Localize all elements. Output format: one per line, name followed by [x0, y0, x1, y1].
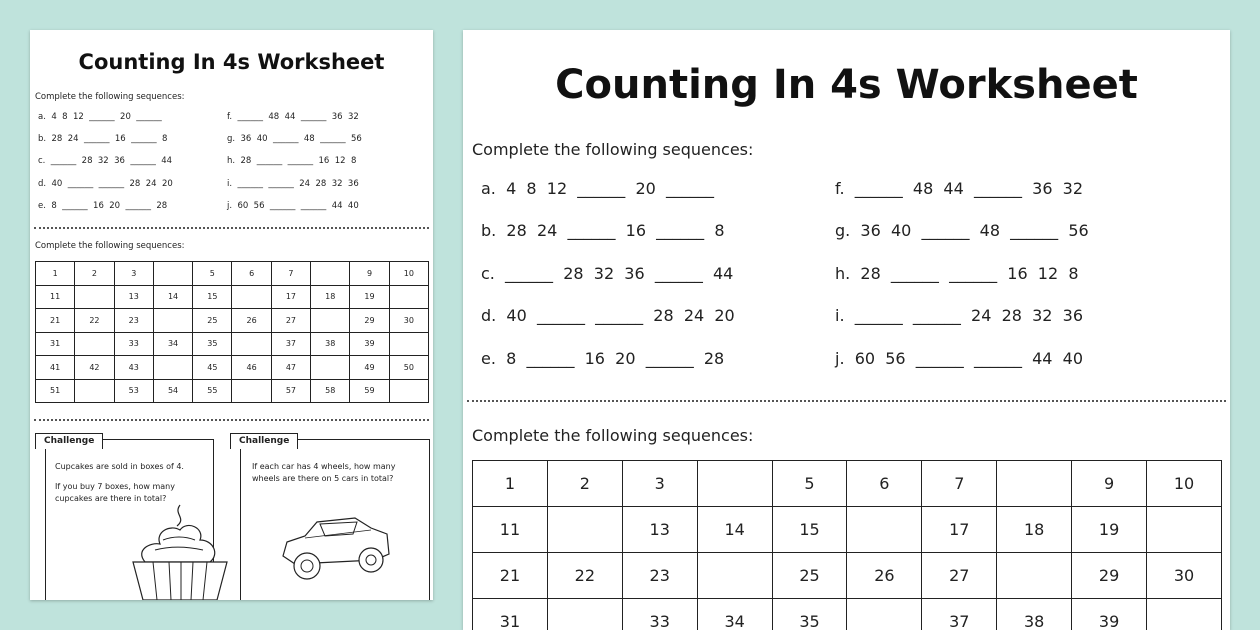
dotted-divider — [34, 227, 429, 229]
sequence-d: d. 40 ______ ______ 28 24 20 — [481, 306, 735, 325]
grid-row — [473, 461, 1222, 507]
grid-cell — [232, 285, 271, 309]
grid-row — [36, 379, 429, 403]
grid-cell: 53 — [114, 379, 153, 403]
worksheet-enlarged — [463, 30, 1230, 630]
sequence-e: e. 8 ______ 16 20 ______ 28 — [38, 201, 168, 211]
grid-cell: 45 — [193, 356, 232, 380]
grid-cell: 38 — [997, 599, 1072, 630]
grid-cell: 2 — [547, 461, 622, 507]
grid-cell — [232, 379, 271, 403]
sequence-d: d. 40 ______ ______ 28 24 20 — [38, 179, 173, 189]
grid-cell: 17 — [922, 507, 997, 553]
grid-cell: 25 — [193, 309, 232, 333]
page-title: Counting In 4s Worksheet — [555, 62, 1138, 108]
grid-cell: 31 — [473, 599, 548, 630]
grid-cell — [311, 262, 350, 286]
grid-cell: 23 — [114, 309, 153, 333]
grid-cell: 6 — [232, 262, 271, 286]
grid-cell — [75, 332, 114, 356]
grid-row — [36, 356, 429, 380]
grid-cell — [232, 332, 271, 356]
grid-cell: 35 — [193, 332, 232, 356]
grid-cell: 47 — [271, 356, 310, 380]
grid-cell: 2 — [75, 262, 114, 286]
dotted-divider — [467, 400, 1226, 402]
sequence-g: g. 36 40 ______ 48 ______ 56 — [835, 221, 1089, 240]
grid-cell: 27 — [922, 553, 997, 599]
grid-cell: 9 — [1072, 461, 1147, 507]
grid-cell: 9 — [350, 262, 389, 286]
grid-cell: 18 — [311, 285, 350, 309]
grid-cell — [997, 461, 1072, 507]
sequence-c: c. ______ 28 32 36 ______ 44 — [38, 156, 173, 166]
sequence-h: h. 28 ______ ______ 16 12 8 — [835, 264, 1079, 283]
grid-cell: 10 — [1147, 461, 1222, 507]
sequence-f: f. ______ 48 44 ______ 36 32 — [227, 112, 359, 122]
grid-cell — [153, 356, 192, 380]
grid-cell: 35 — [772, 599, 847, 630]
sequence-h: h. 28 ______ ______ 16 12 8 — [227, 156, 357, 166]
grid-cell: 37 — [271, 332, 310, 356]
sequence-i: i. ______ ______ 24 28 32 36 — [835, 306, 1083, 325]
grid-cell: 33 — [622, 599, 697, 630]
grid-cell: 19 — [1072, 507, 1147, 553]
grid-cell: 13 — [622, 507, 697, 553]
grid-cell: 3 — [622, 461, 697, 507]
sequence-a: a. 4 8 12 ______ 20 ______ — [481, 179, 714, 198]
grid-cell — [311, 356, 350, 380]
grid-cell — [847, 599, 922, 630]
worksheet-thumbnail — [30, 30, 433, 600]
grid-cell: 3 — [114, 262, 153, 286]
grid-row — [473, 553, 1222, 599]
grid-cell: 27 — [271, 309, 310, 333]
grid-cell: 18 — [997, 507, 1072, 553]
number-grid — [35, 261, 429, 403]
grid-cell: 25 — [772, 553, 847, 599]
grid-cell: 50 — [389, 356, 428, 380]
sequence-c: c. ______ 28 32 36 ______ 44 — [481, 264, 734, 283]
grid-cell: 23 — [622, 553, 697, 599]
instruction-text: Complete the following sequences: — [35, 241, 185, 251]
challenge-heading: Challenge — [35, 433, 103, 449]
grid-cell: 54 — [153, 379, 192, 403]
grid-cell — [1147, 507, 1222, 553]
cupcake-icon — [125, 500, 235, 600]
grid-cell: 14 — [153, 285, 192, 309]
grid-cell — [75, 379, 114, 403]
grid-cell: 21 — [36, 309, 75, 333]
grid-cell: 26 — [847, 553, 922, 599]
grid-cell: 1 — [473, 461, 548, 507]
challenge-text: Cupcakes are sold in boxes of 4. — [55, 462, 184, 471]
grid-cell: 22 — [75, 309, 114, 333]
grid-cell: 7 — [922, 461, 997, 507]
instruction-text: Complete the following sequences: — [472, 426, 754, 445]
sequence-f: f. ______ 48 44 ______ 36 32 — [835, 179, 1084, 198]
grid-cell — [153, 309, 192, 333]
grid-cell: 19 — [350, 285, 389, 309]
grid-cell: 43 — [114, 356, 153, 380]
sequence-b: b. 28 24 ______ 16 ______ 8 — [38, 134, 168, 144]
instruction-text: Complete the following sequences: — [35, 92, 185, 102]
grid-cell: 42 — [75, 356, 114, 380]
grid-cell: 33 — [114, 332, 153, 356]
sequence-j: j. 60 56 ______ ______ 44 40 — [227, 201, 359, 211]
page-title: Counting In 4s Worksheet — [78, 50, 385, 74]
grid-cell: 15 — [193, 285, 232, 309]
grid-cell: 38 — [311, 332, 350, 356]
grid-cell: 57 — [271, 379, 310, 403]
grid-cell: 39 — [1072, 599, 1147, 630]
grid-cell: 41 — [36, 356, 75, 380]
grid-cell: 5 — [772, 461, 847, 507]
sequence-j: j. 60 56 ______ ______ 44 40 — [835, 349, 1083, 368]
grid-cell — [847, 507, 922, 553]
grid-cell: 21 — [473, 553, 548, 599]
grid-cell: 29 — [1072, 553, 1147, 599]
grid-cell — [389, 379, 428, 403]
sequence-b: b. 28 24 ______ 16 ______ 8 — [481, 221, 725, 240]
challenge-text: If you buy 7 boxes, how many cupcakes are there in total? — [55, 482, 175, 503]
grid-row — [473, 599, 1222, 630]
grid-cell — [153, 262, 192, 286]
grid-cell — [697, 553, 772, 599]
grid-cell: 46 — [232, 356, 271, 380]
grid-cell: 31 — [36, 332, 75, 356]
challenge-text: If each car has 4 wheels, how many wheels are there on 5 cars in total? — [252, 462, 396, 483]
challenge-heading: Challenge — [230, 433, 298, 449]
grid-cell: 34 — [697, 599, 772, 630]
grid-cell — [75, 285, 114, 309]
grid-cell — [1147, 599, 1222, 630]
grid-cell: 51 — [36, 379, 75, 403]
grid-cell: 1 — [36, 262, 75, 286]
grid-cell: 30 — [389, 309, 428, 333]
grid-cell: 29 — [350, 309, 389, 333]
grid-cell: 10 — [389, 262, 428, 286]
grid-cell: 39 — [350, 332, 389, 356]
grid-cell — [547, 599, 622, 630]
grid-cell: 59 — [350, 379, 389, 403]
grid-cell: 30 — [1147, 553, 1222, 599]
grid-cell: 34 — [153, 332, 192, 356]
grid-cell: 7 — [271, 262, 310, 286]
grid-cell: 6 — [847, 461, 922, 507]
grid-row — [36, 262, 429, 286]
grid-cell — [697, 461, 772, 507]
grid-cell: 13 — [114, 285, 153, 309]
grid-cell: 58 — [311, 379, 350, 403]
sequence-e: e. 8 ______ 16 20 ______ 28 — [481, 349, 725, 368]
grid-cell — [997, 553, 1072, 599]
sequence-i: i. ______ ______ 24 28 32 36 — [227, 179, 359, 189]
number-grid — [472, 460, 1222, 630]
grid-row — [36, 309, 429, 333]
grid-cell: 22 — [547, 553, 622, 599]
grid-cell — [389, 285, 428, 309]
grid-row — [473, 507, 1222, 553]
grid-cell — [547, 507, 622, 553]
car-icon — [275, 508, 395, 588]
sequence-g: g. 36 40 ______ 48 ______ 56 — [227, 134, 362, 144]
grid-cell: 11 — [473, 507, 548, 553]
grid-cell: 55 — [193, 379, 232, 403]
grid-row — [36, 332, 429, 356]
grid-cell: 14 — [697, 507, 772, 553]
grid-cell — [389, 332, 428, 356]
instruction-text: Complete the following sequences: — [472, 140, 754, 159]
grid-cell: 5 — [193, 262, 232, 286]
grid-cell — [311, 309, 350, 333]
dotted-divider — [34, 419, 429, 421]
grid-cell: 17 — [271, 285, 310, 309]
grid-cell: 15 — [772, 507, 847, 553]
sequence-a: a. 4 8 12 ______ 20 ______ — [38, 112, 162, 122]
grid-row — [36, 285, 429, 309]
grid-cell: 11 — [36, 285, 75, 309]
grid-cell: 37 — [922, 599, 997, 630]
grid-cell: 49 — [350, 356, 389, 380]
grid-cell: 26 — [232, 309, 271, 333]
